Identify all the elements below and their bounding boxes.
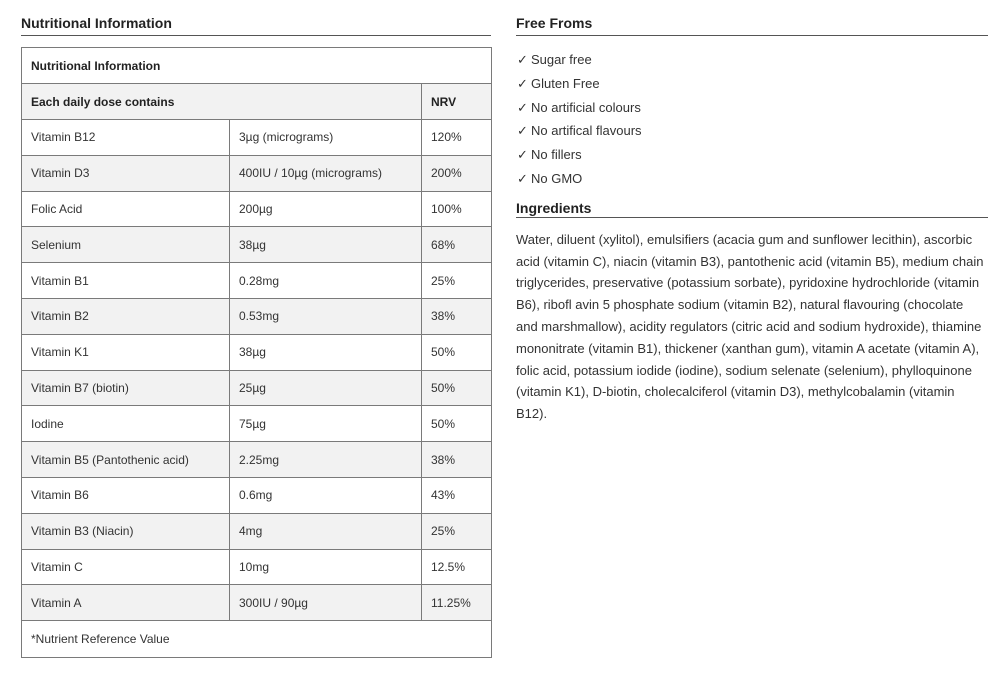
nutrient-amount: 400IU / 10µg (micrograms)	[230, 155, 422, 191]
nutrition-section-title: Nutritional Information	[21, 0, 491, 36]
nutrient-nrv: 50%	[422, 334, 492, 370]
check-icon: ✓	[517, 147, 528, 163]
nutrient-amount: 0.28mg	[230, 263, 422, 299]
table-footnote: *Nutrient Reference Value	[22, 621, 492, 658]
nutrition-table	[21, 47, 492, 658]
header-nrv: NRV	[422, 84, 492, 120]
nutrient-name: Vitamin K1	[22, 334, 230, 370]
table-footnote-row	[22, 621, 492, 658]
free-from-label: Gluten Free	[531, 75, 600, 91]
nutrient-nrv: 12.5%	[422, 549, 492, 585]
check-icon: ✓	[517, 99, 528, 115]
nutrient-name: Vitamin B6	[22, 477, 230, 513]
nutrient-nrv: 38%	[422, 442, 492, 478]
free-from-label: No GMO	[531, 170, 583, 186]
table-row	[22, 477, 492, 513]
nutrient-amount: 38µg	[230, 227, 422, 263]
list-item	[516, 50, 988, 74]
table-row	[22, 227, 492, 263]
nutrient-amount: 10mg	[230, 549, 422, 585]
nutrient-nrv: 200%	[422, 155, 492, 191]
nutrient-name: Vitamin B3 (Niacin)	[22, 513, 230, 549]
nutrient-nrv: 68%	[422, 227, 492, 263]
nutrient-amount: 0.53mg	[230, 298, 422, 334]
check-icon: ✓	[517, 75, 528, 91]
table-row	[22, 120, 492, 156]
list-item	[516, 145, 988, 169]
nutrient-amount: 4mg	[230, 513, 422, 549]
free-froms-list	[516, 50, 988, 193]
table-row	[22, 334, 492, 370]
free-from-label: Sugar free	[531, 52, 592, 67]
nutrient-name: Selenium	[22, 227, 230, 263]
table-row	[22, 442, 492, 478]
nutrient-nrv: 25%	[422, 263, 492, 299]
table-row	[22, 513, 492, 549]
table-row	[22, 191, 492, 227]
nutrient-nrv: 43%	[422, 477, 492, 513]
nutrient-amount: 75µg	[230, 406, 422, 442]
nutrient-amount: 3µg (micrograms)	[230, 120, 422, 156]
list-item	[516, 98, 988, 122]
nutrient-nrv: 50%	[422, 370, 492, 406]
nutrient-nrv: 11.25%	[422, 585, 492, 621]
nutrient-name: Vitamin B7 (biotin)	[22, 370, 230, 406]
nutrient-amount: 25µg	[230, 370, 422, 406]
check-icon: ✓	[517, 52, 528, 67]
nutrient-name: Iodine	[22, 406, 230, 442]
nutrient-amount: 38µg	[230, 334, 422, 370]
table-row	[22, 298, 492, 334]
nutrient-amount: 200µg	[230, 191, 422, 227]
table-row	[22, 406, 492, 442]
table-row	[22, 370, 492, 406]
nutrient-nrv: 38%	[422, 298, 492, 334]
nutrient-name: Folic Acid	[22, 191, 230, 227]
ingredients-text: Water, diluent (xylitol), emulsifiers (acacia gum and sunflower lecithin), ascorbic acid (vitamin C), niacin (vitamin B3), pantothenic acid (vitamin B5), medium chain triglycerides, preservative (potassium sorbate), pyridoxine hydrochloride (vitamin B6), ribofl avin 5 phosphate sodium (vitamin B2), natural flavouring (chocolate and marshmallow), acidity regulators (citric acid and sodium hydroxide), thiamine mononitrate (vitamin B1), thickener (xanthan gum), vitamin A acetate (vitamin A), folic acid, potassium iodide (iodine), sodium selenate (selenium), phylloquinone (vitamin K1), D-biotin, cholecalciferol (vitamin D3), methylcobalamin (vitamin B12).	[516, 231, 984, 422]
free-from-label: No artifical flavours	[531, 123, 642, 139]
free-froms-title: Free Froms	[516, 0, 988, 36]
nutrient-name: Vitamin B1	[22, 263, 230, 299]
table-row	[22, 549, 492, 585]
table-row	[22, 263, 492, 299]
nutrient-name: Vitamin C	[22, 549, 230, 585]
table-header-row	[22, 84, 492, 120]
nutrient-nrv: 120%	[422, 120, 492, 156]
nutrition-section	[21, 0, 491, 658]
nutrient-amount: 300IU / 90µg	[230, 585, 422, 621]
nutrient-name: Vitamin B5 (Pantothenic acid)	[22, 442, 230, 478]
list-item	[516, 169, 988, 193]
table-caption-row	[22, 48, 492, 84]
table-caption: Nutritional Information	[22, 48, 492, 84]
nutrient-amount: 2.25mg	[230, 442, 422, 478]
nutrient-nrv: 25%	[422, 513, 492, 549]
nutrient-nrv: 50%	[422, 406, 492, 442]
list-item	[516, 74, 988, 98]
list-item	[516, 121, 988, 145]
header-daily-dose: Each daily dose contains	[22, 84, 422, 120]
ingredients-title: Ingredients	[516, 194, 988, 218]
free-from-label: No artificial colours	[531, 99, 641, 115]
details-column	[516, 0, 988, 425]
check-icon: ✓	[517, 123, 528, 139]
nutrient-name: Vitamin B12	[22, 120, 230, 156]
table-row	[22, 155, 492, 191]
nutrient-nrv: 100%	[422, 191, 492, 227]
nutrient-name: Vitamin D3	[22, 155, 230, 191]
table-row	[22, 585, 492, 621]
nutrient-name: Vitamin A	[22, 585, 230, 621]
check-icon: ✓	[517, 170, 528, 186]
free-from-label: No fillers	[531, 147, 582, 163]
nutrient-name: Vitamin B2	[22, 298, 230, 334]
nutrient-amount: 0.6mg	[230, 477, 422, 513]
